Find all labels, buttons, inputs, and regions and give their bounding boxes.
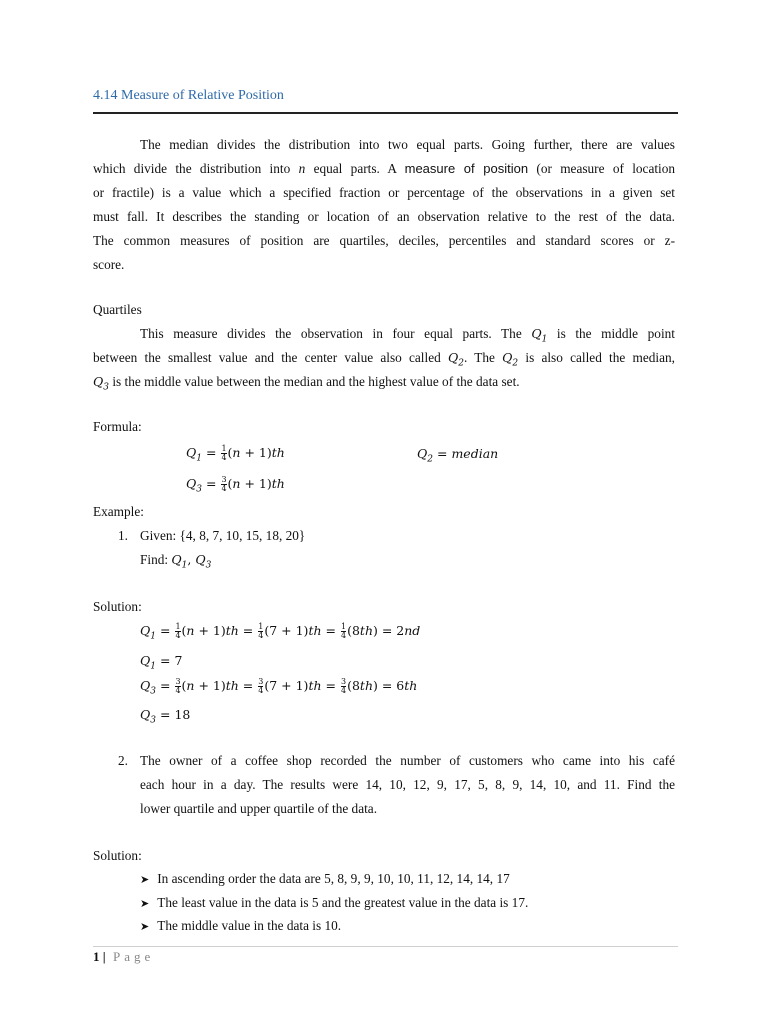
solution-label: Solution: bbox=[93, 599, 142, 614]
solution-q3-formula: $Q_3$ = $\frac{3}{4}$ (n + 1)th = $\frac{3}{4}$ (7 + 1)th = $\frac{3}{4}$ (8th) = 6th bbox=[140, 677, 418, 697]
intro-line-6: score. bbox=[93, 257, 125, 272]
intro-line-2: which divide the distribution into n equal parts. A measure of position (or measure of location bbox=[93, 161, 676, 176]
section-heading: 4.14 Measure of Relative Position bbox=[93, 88, 284, 103]
formula-q1: $Q_1$ = $\frac{1}{4}$ (n + 1)th bbox=[186, 444, 285, 464]
page-word: Page bbox=[113, 949, 155, 964]
item2-line-3: lower quartile and upper quartile of the data. bbox=[140, 801, 378, 816]
intro-line-3: or fractile) is a value which a specified fraction or percentage of the observations in a given set bbox=[93, 185, 675, 200]
item1-find: Find: $Q_1$, $Q_3$ bbox=[140, 552, 212, 571]
quartiles-title: Quartiles bbox=[93, 302, 142, 317]
bullet-item: ➤ The least value in the data is 5 and the greatest value in the data is 17. bbox=[140, 895, 529, 910]
intro-paragraph bbox=[93, 133, 675, 277]
term-measure-of-position: measure of position bbox=[404, 161, 529, 176]
heading-rule bbox=[93, 112, 678, 114]
arrow-bullet-icon: ➤ bbox=[140, 920, 150, 933]
item1-given: Given: {4, 8, 7, 10, 15, 18, 20} bbox=[140, 528, 306, 543]
solution2-label: Solution: bbox=[93, 848, 142, 863]
intro-line-1: The median divides the distribution into two equal parts. Going further, there are values bbox=[140, 137, 675, 152]
quartiles-paragraph bbox=[93, 322, 675, 394]
quartiles-line-2: between the smallest value and the center value also called $Q_2$. The $Q_2$ is also called the median, bbox=[93, 350, 675, 369]
formula-q3: $Q_3$ = $\frac{3}{4}$ (n + 1)th bbox=[186, 475, 285, 495]
quartiles-line-3: $Q_3$ is the middle value between the median and the highest value of the data set. bbox=[93, 374, 520, 393]
arrow-bullet-icon: ➤ bbox=[140, 897, 150, 910]
intro-line-5: The common measures of position are quartiles, deciles, percentiles and standard scores or z- bbox=[93, 233, 675, 248]
bullet-item: ➤ The middle value in the data is 10. bbox=[140, 918, 342, 933]
quartiles-line-1: This measure divides the observation in four equal parts. The $Q_1$ is the middle point bbox=[140, 326, 675, 345]
solution-q3-result: $Q_3 = 18$ bbox=[140, 707, 191, 726]
item2-line-1: The owner of a coffee shop recorded the number of customers who came into his café bbox=[140, 753, 675, 768]
bullet-item: ➤ In ascending order the data are 5, 8, 9, 9, 10, 10, 11, 12, 14, 14, 17 bbox=[140, 871, 510, 886]
solution-q1-formula: $Q_1$ = $\frac{1}{4}$ (n + 1)th = $\frac{1}{4}$ (7 + 1)th = $\frac{1}{4}$ (8th) = 2nd bbox=[140, 622, 421, 642]
item2-text bbox=[140, 749, 675, 821]
footer-rule bbox=[93, 946, 678, 947]
item1-number: 1. bbox=[118, 528, 128, 543]
formula-label: Formula: bbox=[93, 419, 142, 434]
example-label: Example: bbox=[93, 504, 144, 519]
arrow-bullet-icon: ➤ bbox=[140, 873, 150, 886]
page-number: 1 | bbox=[93, 949, 106, 964]
intro-line-4: must fall. It describes the standing or location of an observation relative to the rest of the data. bbox=[93, 209, 675, 224]
item2-line-2: each hour in a day. The results were 14, 10, 12, 9, 17, 5, 8, 9, 14, 10, and 11. Find the bbox=[140, 777, 675, 792]
item2-number: 2. bbox=[118, 753, 128, 768]
formula-q2: $Q_2$ = median bbox=[417, 446, 499, 465]
solution-q1-result: $Q_1 = 7$ bbox=[140, 653, 183, 672]
